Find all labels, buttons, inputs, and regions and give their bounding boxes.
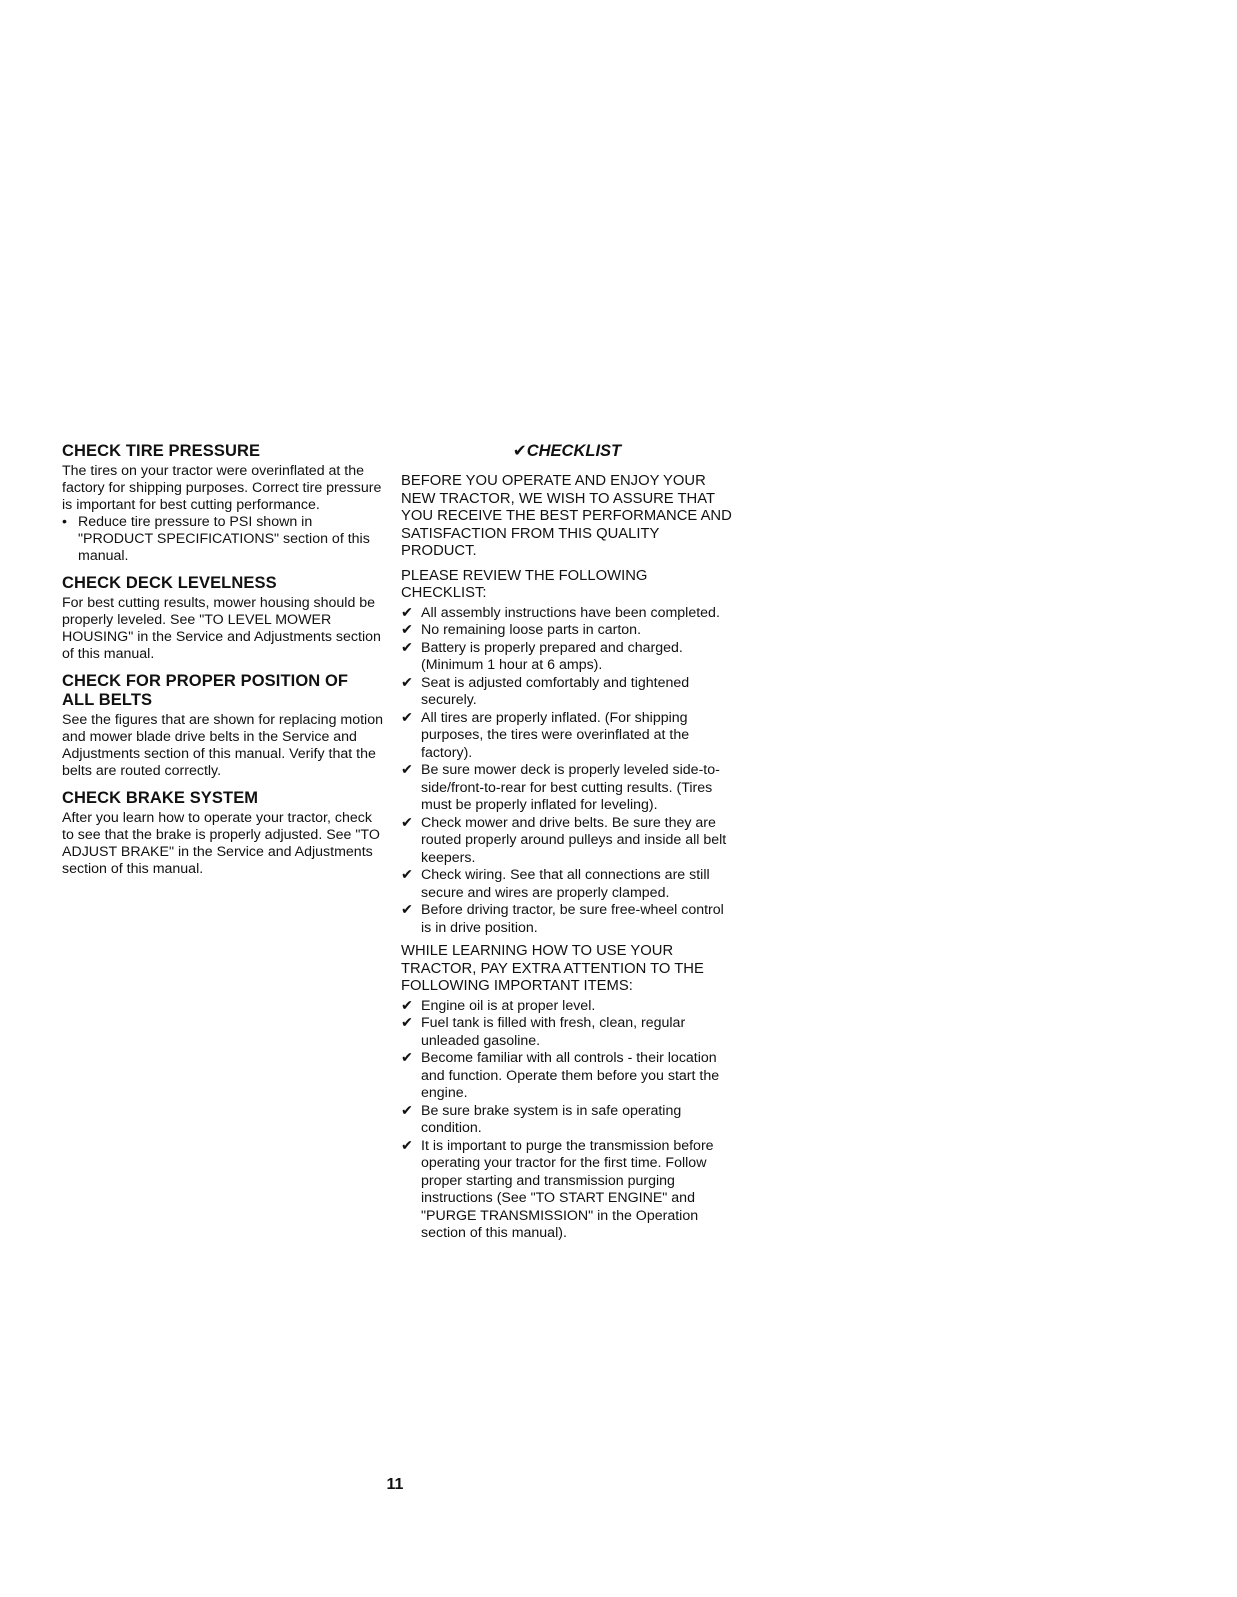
checkmark-icon: ✔ [401, 997, 413, 1014]
heading-check-belts: CHECK FOR PROPER POSITION OF ALL BELTS [62, 672, 349, 709]
checkmark-icon: ✔ [401, 1015, 413, 1031]
heading-check-brake-system: CHECK BRAKE SYSTEM [62, 789, 259, 807]
right-column [401, 442, 733, 1249]
bullet-icon: • [62, 514, 67, 530]
learning-heading: WHILE LEARNING HOW TO USE YOUR TRACTOR, PAY EXTRA ATTENTION TO THE FOLLOWING IMPORTANT ITEMS: [401, 943, 704, 994]
tire-pressure-text: The tires on your tractor were overinflated at the factory for shipping purposes. Correct tire pressure is important for best cutting performance. [62, 463, 382, 513]
learning-items [401, 998, 733, 1243]
checklist-title: ✔CHECKLIST [512, 442, 622, 460]
checkmark-icon: ✔ [401, 1102, 413, 1119]
checklist-intro: BEFORE YOU OPERATE AND ENJOY YOUR NEW TRACTOR, WE WISH TO ASSURE THAT YOU RECEIVE THE BEST PERFORMANCE AND SATISFACTION FROM THIS QUALITY PRODUCT. [401, 473, 732, 559]
checkmark-icon: ✔ [401, 867, 413, 883]
checkmark-icon: ✔ [401, 1137, 413, 1154]
list-item: ✔ Fuel tank is filled with fresh, clean, regular unleaded gasoline. [401, 1015, 686, 1049]
list-item: ✔ Seat is adjusted comfortably and tightened securely. [401, 674, 690, 708]
belts-text: See the figures that are shown for replacing motion and mower blade drive belts in the Service and Adjustments section of this manual. Verify that the belts are routed correctly. [62, 712, 383, 779]
list-item: ✔ All tires are properly inflated. (For shipping purposes, the tires were overinflated at the factory). [401, 709, 690, 761]
heading-check-tire-pressure: CHECK TIRE PRESSURE [62, 442, 261, 460]
left-column [62, 442, 384, 878]
checkmark-icon: ✔ [401, 639, 413, 656]
list-item: ✔ All assembly instructions have been completed. [401, 604, 720, 621]
heading-check-deck-levelness: CHECK DECK LEVELNESS [62, 574, 277, 592]
tire-pressure-bullet [62, 514, 384, 565]
checkmark-icon: ✔ [401, 604, 413, 621]
checkmark-icon: ✔ [401, 762, 413, 778]
checkmark-icon: ✔ [401, 709, 413, 726]
checkmark-icon: ✔ [401, 902, 413, 918]
review-heading: PLEASE REVIEW THE FOLLOWING CHECKLIST: [401, 567, 648, 601]
list-item: ✔ Check wiring. See that all connections are still secure and wires are properly clamped. [401, 867, 710, 901]
list-item: ✔ Engine oil is at proper level. [401, 997, 596, 1014]
checkmark-icon: ✔ [401, 674, 413, 691]
tire-pressure-bullet-text: Reduce tire pressure to PSI shown in "PRODUCT SPECIFICATIONS" section of this manual. [78, 514, 370, 564]
checkmark-icon: ✔ [401, 1050, 413, 1066]
checkmark-icon: ✔ [401, 622, 413, 638]
list-item: ✔ Be sure brake system is in safe operating condition. [401, 1102, 682, 1136]
deck-levelness-text: For best cutting results, mower housing should be properly leveled. See "TO LEVEL MOWER HOUSING" in the Service and Adjustments section of this manual. [62, 595, 381, 662]
list-item: ✔ It is important to purge the transmission before operating your tractor for the first time. Follow proper starting and transmission purging instructions (See "TO START ENGINE" and "PURGE TRANSMISSION" in the Operation section of this manual). [401, 1137, 714, 1241]
list-item: ✔ Be sure mower deck is properly leveled side-to-side/front-to-rear for best cutting results. (Tires must be properly inflated for leveling). [401, 762, 720, 813]
list-item: ✔ Battery is properly prepared and charged. (Minimum 1 hour at 6 amps). [401, 639, 683, 673]
checklist-items [401, 605, 733, 938]
checkmark-icon: ✔ [401, 814, 413, 831]
page-number: 11 [386, 1476, 404, 1493]
list-item: ✔ No remaining loose parts in carton. [401, 622, 642, 638]
list-item: ✔ Before driving tractor, be sure free-wheel control is in drive position. [401, 902, 724, 936]
list-item: ✔ Check mower and drive belts. Be sure they are routed properly around pulleys and inside all belt keepers. [401, 814, 727, 866]
list-item: ✔ Become familiar with all controls - their location and function. Operate them before you start the engine. [401, 1050, 720, 1101]
brake-system-text: After you learn how to operate your tractor, check to see that the brake is properly adjusted. See "TO ADJUST BRAKE" in the Service and Adjustments section of this manual. [62, 810, 380, 877]
